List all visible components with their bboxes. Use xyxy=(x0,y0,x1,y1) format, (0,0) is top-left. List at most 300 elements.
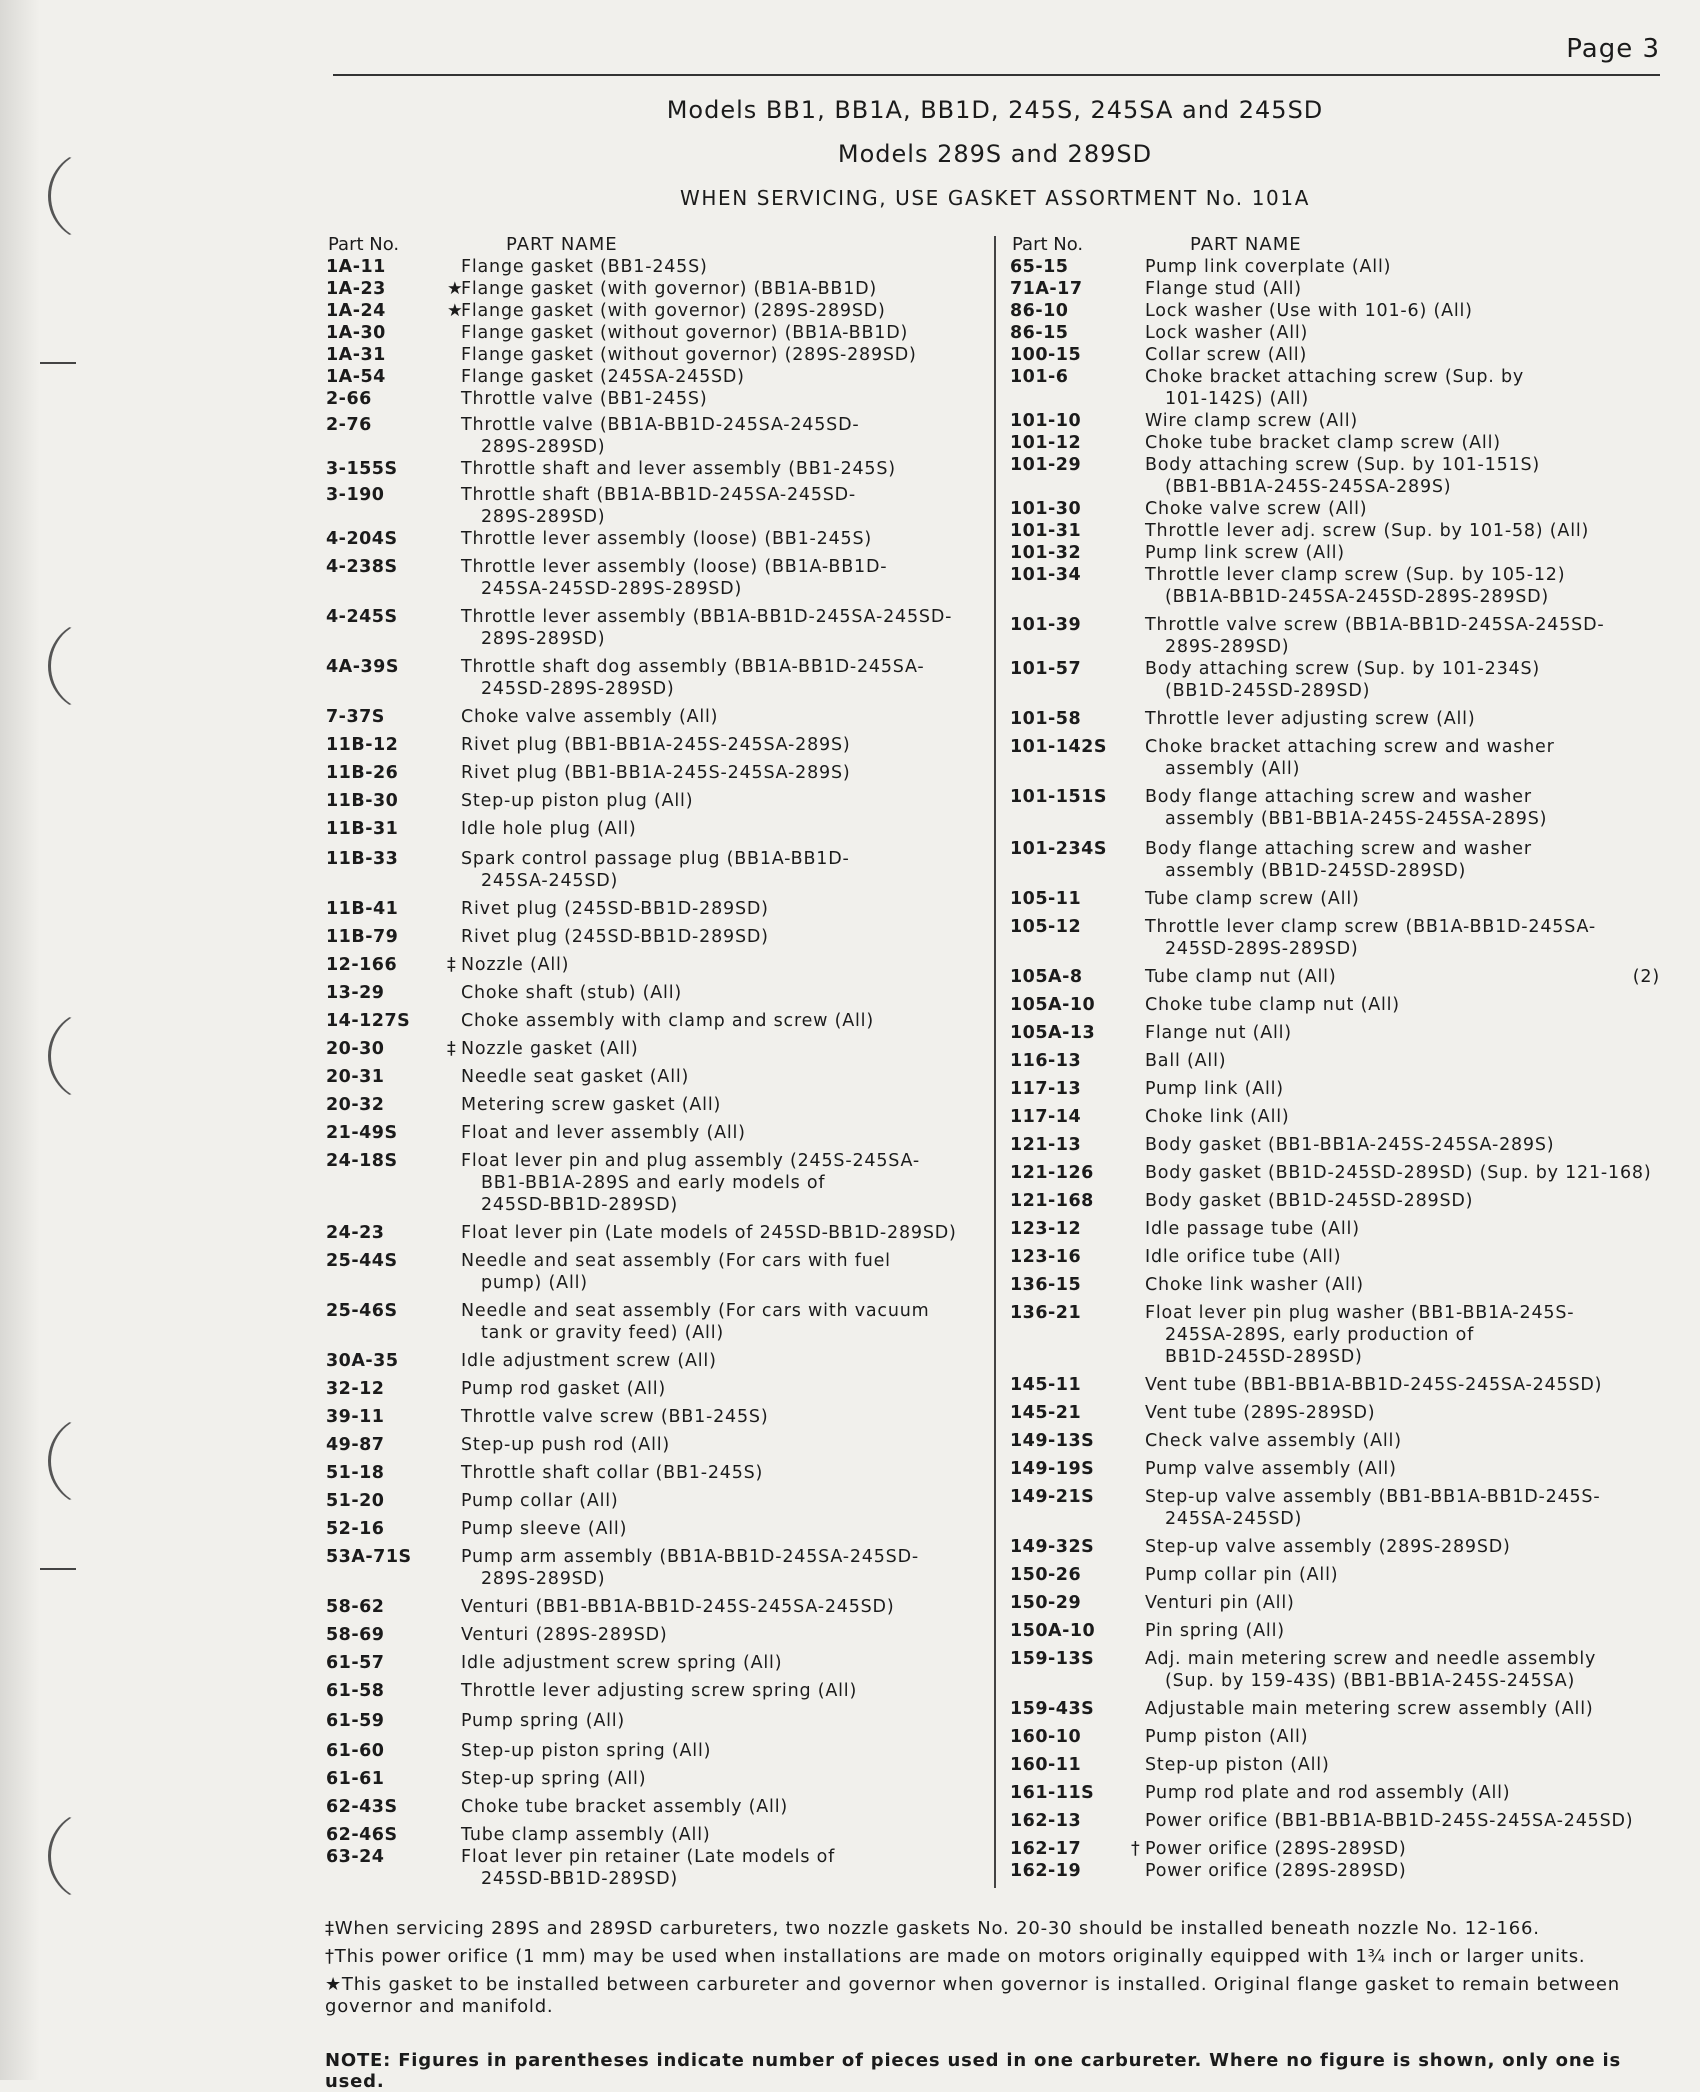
part-name xyxy=(461,366,986,388)
part-number: 101-10 xyxy=(1010,411,1082,431)
part-row xyxy=(326,388,986,410)
part-name-line: Throttle valve (BB1-245S) xyxy=(461,389,708,409)
part-name xyxy=(1145,256,1660,278)
part-row xyxy=(326,278,986,300)
part-name xyxy=(1145,1486,1660,1530)
part-row xyxy=(326,256,986,278)
part-row xyxy=(1010,708,1660,730)
part-number: 24-23 xyxy=(326,1223,385,1243)
part-number: 71A-17 xyxy=(1010,279,1083,299)
footnote-marker: ★ xyxy=(447,301,464,321)
part-number: 51-20 xyxy=(326,1491,385,1511)
part-name xyxy=(1145,736,1660,780)
part-name-line: Rivet plug (BB1-BB1A-245S-245SA-289S) xyxy=(461,763,851,783)
part-name-line: Vent tube (BB1-BB1A-BB1D-245S-245SA-245SD) xyxy=(1145,1375,1603,1395)
part-row xyxy=(326,1222,986,1244)
part-row xyxy=(1010,1860,1660,1882)
part-name-line: assembly (BB1-BB1A-245S-245SA-289S) xyxy=(1165,809,1548,829)
part-row xyxy=(326,1824,986,1846)
part-row xyxy=(326,1490,986,1512)
part-number: 101-29 xyxy=(1010,455,1082,475)
part-row xyxy=(1010,1648,1660,1692)
part-number: 39-11 xyxy=(326,1407,385,1427)
part-name xyxy=(461,414,986,458)
part-number: 49-87 xyxy=(326,1435,385,1455)
part-row xyxy=(1010,322,1660,344)
part-row xyxy=(1010,1458,1660,1480)
part-number: 65-15 xyxy=(1010,257,1069,277)
part-row xyxy=(326,606,986,650)
part-name-line: Throttle valve screw (BB1-245S) xyxy=(461,1407,769,1427)
part-number: 101-151S xyxy=(1010,787,1107,807)
part-row xyxy=(326,1434,986,1456)
part-name-line: Throttle lever assembly (BB1A-BB1D-245SA-245SD- xyxy=(461,607,953,627)
part-name xyxy=(1145,1302,1660,1368)
part-name xyxy=(461,1406,986,1428)
part-number: 62-46S xyxy=(326,1825,398,1845)
part-name xyxy=(1145,1726,1660,1748)
part-row xyxy=(326,898,986,920)
part-name-line: Flange gasket (BB1-245S) xyxy=(461,257,708,277)
part-row xyxy=(1010,888,1660,910)
part-row xyxy=(1010,1486,1660,1530)
part-name-line: Tube clamp nut (All) xyxy=(1145,967,1337,987)
part-row xyxy=(326,1546,986,1590)
part-name-line: assembly (All) xyxy=(1165,759,1301,779)
part-number: 117-14 xyxy=(1010,1107,1082,1127)
part-row xyxy=(1010,1134,1660,1156)
part-name-line: Power orifice (289S-289SD) xyxy=(1145,1861,1407,1881)
part-name xyxy=(1145,1430,1660,1452)
part-name xyxy=(461,556,986,600)
part-row xyxy=(1010,1106,1660,1128)
part-name xyxy=(1145,994,1660,1016)
part-name xyxy=(461,1490,986,1512)
part-name-line: Body flange attaching screw and washer xyxy=(1145,787,1532,807)
part-row xyxy=(326,1406,986,1428)
footnote-marker: ‡ xyxy=(447,955,457,975)
part-name xyxy=(461,1462,986,1484)
part-number: 150-26 xyxy=(1010,1565,1082,1585)
part-name-line: 289S-289SD) xyxy=(481,437,606,457)
part-row xyxy=(326,344,986,366)
part-name-line: 245SD-BB1D-289SD) xyxy=(481,1869,679,1889)
part-name xyxy=(1145,432,1660,454)
part-name xyxy=(461,848,986,892)
part-name-line: Step-up piston (All) xyxy=(1145,1755,1330,1775)
part-name-line: Float and lever assembly (All) xyxy=(461,1123,746,1143)
part-number: 2-66 xyxy=(326,389,372,409)
part-name xyxy=(461,1624,986,1646)
part-name-line: (Sup. by 159-43S) (BB1-BB1A-245S-245SA) xyxy=(1165,1671,1576,1691)
part-row xyxy=(1010,1754,1660,1776)
part-name-line: Lock washer (Use with 101-6) (All) xyxy=(1145,301,1473,321)
part-number: 105A-8 xyxy=(1010,967,1083,987)
part-name-line: Choke valve screw (All) xyxy=(1145,499,1368,519)
part-name xyxy=(1145,1190,1660,1212)
part-name-line: Throttle lever adjusting screw (All) xyxy=(1145,709,1476,729)
part-row xyxy=(1010,278,1660,300)
part-name-line: Body gasket (BB1D-245SD-289SD) (Sup. by 121-168) xyxy=(1145,1163,1652,1183)
part-row xyxy=(1010,498,1660,520)
part-name-line: Choke tube bracket clamp screw (All) xyxy=(1145,433,1501,453)
part-name xyxy=(461,1596,986,1618)
part-number: 12-166 xyxy=(326,955,398,975)
part-name-line: 245SA-245SD) xyxy=(1165,1509,1303,1529)
footnote-star: ★This gasket to be installed between carbureter and governor when governor is installed. Original flange gasket to remain between governor and manifold. xyxy=(325,1974,1620,2017)
part-name-line: Step-up valve assembly (BB1-BB1A-BB1D-245S- xyxy=(1145,1487,1601,1507)
part-name-line: Wire clamp screw (All) xyxy=(1145,411,1358,431)
part-name-line: Pump collar (All) xyxy=(461,1491,619,1511)
part-name-line: BB1D-245SD-289SD) xyxy=(1165,1347,1363,1367)
part-name-line: Nozzle (All) xyxy=(461,955,570,975)
part-number: 25-46S xyxy=(326,1301,398,1321)
part-row xyxy=(1010,1810,1660,1832)
part-name xyxy=(461,982,986,1004)
part-name-line: Choke link (All) xyxy=(1145,1107,1290,1127)
part-row xyxy=(326,1768,986,1790)
part-row xyxy=(326,1740,986,1762)
part-number: 101-34 xyxy=(1010,565,1082,585)
part-name xyxy=(461,1010,986,1032)
part-name xyxy=(447,954,986,976)
part-name xyxy=(461,1518,986,1540)
part-number: 21-49S xyxy=(326,1123,398,1143)
header-rule xyxy=(333,74,1660,76)
part-row xyxy=(326,1378,986,1400)
part-row xyxy=(326,1066,986,1088)
part-name-line: Idle passage tube (All) xyxy=(1145,1219,1360,1239)
column-divider xyxy=(994,236,996,1888)
part-name xyxy=(1145,1134,1660,1156)
part-name-line: Float lever pin retainer (Late models of xyxy=(461,1847,836,1867)
part-number: 101-30 xyxy=(1010,499,1082,519)
part-row xyxy=(1010,1564,1660,1586)
part-name-line: Needle seat gasket (All) xyxy=(461,1067,690,1087)
part-name-line: Throttle lever clamp screw (Sup. by 105-12) xyxy=(1145,565,1566,585)
part-name-line: Needle and seat assembly (For cars with fuel xyxy=(461,1251,891,1271)
part-name xyxy=(461,1434,986,1456)
part-name xyxy=(1145,1162,1660,1184)
part-name-line: Choke bracket attaching screw and washer xyxy=(1145,737,1555,757)
binder-hole xyxy=(48,1010,121,1102)
part-name xyxy=(1145,658,1660,702)
part-row xyxy=(1010,736,1660,780)
footnote-marker: ‡ xyxy=(447,1039,457,1059)
part-row xyxy=(1010,658,1660,702)
part-name xyxy=(461,1680,986,1702)
part-number: 11B-33 xyxy=(326,849,399,869)
part-number: 20-32 xyxy=(326,1095,385,1115)
part-name xyxy=(1145,1860,1660,1882)
part-row xyxy=(326,414,986,458)
part-name-line: Choke valve assembly (All) xyxy=(461,707,719,727)
part-name-line: Flange gasket (without governor) (BB1A-BB1D) xyxy=(461,323,909,343)
parts-list-right xyxy=(1010,232,1660,1882)
part-name xyxy=(461,484,986,528)
part-name-line: Power orifice (BB1-BB1A-BB1D-245S-245SA-245SD) xyxy=(1145,1811,1634,1831)
part-number: 24-18S xyxy=(326,1151,398,1171)
part-row xyxy=(1010,344,1660,366)
part-number: 61-58 xyxy=(326,1681,385,1701)
part-name-line: Float lever pin plug washer (BB1-BB1A-245S- xyxy=(1145,1303,1575,1323)
part-name-line: 245SD-289S-289SD) xyxy=(1165,939,1359,959)
part-row xyxy=(1010,1620,1660,1642)
part-number: 105A-10 xyxy=(1010,995,1096,1015)
part-number: 150-29 xyxy=(1010,1593,1082,1613)
part-number: 58-69 xyxy=(326,1625,385,1645)
part-number: 105A-13 xyxy=(1010,1023,1096,1043)
part-name-line: Pump valve assembly (All) xyxy=(1145,1459,1397,1479)
part-number: 101-58 xyxy=(1010,709,1082,729)
binder-hole xyxy=(48,1810,121,1902)
part-row xyxy=(326,1652,986,1674)
part-name xyxy=(461,1846,986,1890)
part-row xyxy=(326,1350,986,1372)
part-name xyxy=(461,256,986,278)
part-row xyxy=(1010,1050,1660,1072)
page-number: Page 3 xyxy=(1566,34,1660,64)
part-name-line: Choke assembly with clamp and screw (All) xyxy=(461,1011,874,1031)
part-row xyxy=(326,762,986,784)
part-name xyxy=(461,1150,986,1216)
part-number: 121-126 xyxy=(1010,1163,1094,1183)
part-row xyxy=(1010,1078,1660,1100)
part-number: 86-10 xyxy=(1010,301,1069,321)
part-name xyxy=(461,1740,986,1762)
part-number: 160-11 xyxy=(1010,1755,1082,1775)
part-name-line: Step-up piston spring (All) xyxy=(461,1741,712,1761)
part-name-line: Rivet plug (245SD-BB1D-289SD) xyxy=(461,899,769,919)
part-name xyxy=(461,706,986,728)
part-name-line: Throttle lever adj. screw (Sup. by 101-58) (All) xyxy=(1145,521,1590,541)
part-number: 136-21 xyxy=(1010,1303,1082,1323)
part-row xyxy=(1010,1274,1660,1296)
part-row xyxy=(1010,916,1660,960)
part-name-line: Flange gasket (245SA-245SD) xyxy=(461,367,745,387)
part-name-line: Pump link screw (All) xyxy=(1145,543,1345,563)
part-name xyxy=(1145,1536,1660,1558)
part-row xyxy=(326,300,986,322)
part-number: 7-37S xyxy=(326,707,385,727)
part-name-line: Idle orifice tube (All) xyxy=(1145,1247,1342,1267)
part-name-header: PART NAME xyxy=(1190,234,1302,255)
part-name xyxy=(1145,1458,1660,1480)
part-name-line: 289S-289SD) xyxy=(1165,637,1290,657)
part-name-line: Choke tube clamp nut (All) xyxy=(1145,995,1400,1015)
part-name-line: Tube clamp assembly (All) xyxy=(461,1825,711,1845)
part-name-line: Pin spring (All) xyxy=(1145,1621,1285,1641)
part-name xyxy=(1145,1754,1660,1776)
part-number: 136-15 xyxy=(1010,1275,1082,1295)
part-number: 11B-26 xyxy=(326,763,399,783)
part-name xyxy=(461,1122,986,1144)
part-name-line: Float lever pin (Late models of 245SD-BB1D-289SD) xyxy=(461,1223,957,1243)
part-name xyxy=(1145,1620,1660,1642)
part-row xyxy=(326,1796,986,1818)
part-name-line: 289S-289SD) xyxy=(481,507,606,527)
part-name-line: Idle hole plug (All) xyxy=(461,819,637,839)
part-name xyxy=(1145,1218,1660,1240)
part-row xyxy=(326,1624,986,1646)
part-row xyxy=(1010,614,1660,658)
binder-mark xyxy=(40,362,76,364)
part-number: 4-245S xyxy=(326,607,398,627)
part-name-line: Rivet plug (BB1-BB1A-245S-245SA-289S) xyxy=(461,735,851,755)
parts-rows xyxy=(1010,256,1660,1882)
part-number: 149-21S xyxy=(1010,1487,1095,1507)
quantity-note: NOTE: Figures in parentheses indicate number of pieces used in one carbureter. Where no figure is shown, only one is used. xyxy=(325,2050,1621,2092)
part-name-line: Step-up piston plug (All) xyxy=(461,791,694,811)
part-name-line: Flange nut (All) xyxy=(1145,1023,1292,1043)
part-number: 145-21 xyxy=(1010,1403,1082,1423)
part-name xyxy=(1145,454,1660,498)
part-name-line: Vent tube (289S-289SD) xyxy=(1145,1403,1376,1423)
part-name-line: Idle adjustment screw (All) xyxy=(461,1351,717,1371)
part-number: 4A-39S xyxy=(326,657,399,677)
part-row xyxy=(326,556,986,600)
part-number: 20-31 xyxy=(326,1067,385,1087)
part-row xyxy=(326,1462,986,1484)
page-title: Models BB1, BB1A, BB1D, 245S, 245SA and 245SD xyxy=(666,96,1324,124)
part-name xyxy=(461,1710,986,1732)
part-row xyxy=(326,734,986,756)
part-number: 2-76 xyxy=(326,415,372,435)
part-row xyxy=(1010,1162,1660,1184)
part-name xyxy=(1145,1648,1660,1692)
footnote-marker: † xyxy=(1131,1839,1141,1859)
part-name-line: Rivet plug (245SD-BB1D-289SD) xyxy=(461,927,769,947)
quantity: (2) xyxy=(1632,967,1660,987)
part-name-line: (BB1-BB1A-245S-245SA-289S) xyxy=(1165,477,1452,497)
part-name-line: Throttle valve (BB1A-BB1D-245SA-245SD- xyxy=(461,415,860,435)
part-number: 123-12 xyxy=(1010,1219,1082,1239)
part-row xyxy=(1010,1402,1660,1424)
part-name-line: assembly (BB1D-245SD-289SD) xyxy=(1165,861,1467,881)
part-no-header: Part No. xyxy=(328,234,400,255)
part-name xyxy=(1145,1022,1660,1044)
part-row xyxy=(326,1094,986,1116)
part-row xyxy=(1010,256,1660,278)
part-number: 1A-54 xyxy=(326,367,386,387)
part-row xyxy=(326,790,986,812)
part-number: 25-44S xyxy=(326,1251,398,1271)
part-name xyxy=(1145,1564,1660,1586)
part-number: 61-57 xyxy=(326,1653,385,1673)
part-name-line: Step-up push rod (All) xyxy=(461,1435,671,1455)
part-name-line: Collar screw (All) xyxy=(1145,345,1308,365)
part-name-line: Pump rod plate and rod assembly (All) xyxy=(1145,1783,1511,1803)
part-number: 150A-10 xyxy=(1010,1621,1096,1641)
part-name-line: 245SA-289S, early production of xyxy=(1165,1325,1475,1345)
part-name-line: Flange gasket (without governor) (289S-289SD) xyxy=(461,345,917,365)
part-number: 101-6 xyxy=(1010,367,1069,387)
part-name-line: Tube clamp screw (All) xyxy=(1145,889,1360,909)
part-name xyxy=(1145,1106,1660,1128)
part-number: 160-10 xyxy=(1010,1727,1082,1747)
part-row xyxy=(326,484,986,528)
part-name xyxy=(1145,366,1660,410)
part-number: 149-32S xyxy=(1010,1537,1095,1557)
part-row xyxy=(326,322,986,344)
part-number: 101-142S xyxy=(1010,737,1107,757)
part-name-line: Body flange attaching screw and washer xyxy=(1145,839,1532,859)
part-number: 162-13 xyxy=(1010,1811,1082,1831)
part-row xyxy=(326,1518,986,1540)
part-name-line: Nozzle gasket (All) xyxy=(461,1039,639,1059)
part-name-line: Pump link coverplate (All) xyxy=(1145,257,1392,277)
part-name-line: Throttle valve screw (BB1A-BB1D-245SA-245SD- xyxy=(1145,615,1605,635)
part-number: 101-31 xyxy=(1010,521,1082,541)
part-name-line: Flange stud (All) xyxy=(1145,279,1302,299)
part-number: 101-234S xyxy=(1010,839,1107,859)
part-number: 4-204S xyxy=(326,529,398,549)
part-row xyxy=(326,458,986,480)
part-number: 51-18 xyxy=(326,1463,385,1483)
part-number: 32-12 xyxy=(326,1379,385,1399)
part-name-line: Power orifice (289S-289SD) xyxy=(1145,1839,1407,1859)
part-name-line: Throttle shaft and lever assembly (BB1-245S) xyxy=(461,459,896,479)
part-name xyxy=(1145,1810,1660,1832)
footnote-double-dagger: ‡When servicing 289S and 289SD carbureters, two nozzle gaskets No. 20-30 should be installed beneath nozzle No. 12-166. xyxy=(325,1918,1540,1939)
part-name-line: Flange gasket (with governor) (BB1A-BB1D) xyxy=(461,279,878,299)
part-number: 61-59 xyxy=(326,1711,385,1731)
part-name-line: Body gasket (BB1-BB1A-245S-245SA-289S) xyxy=(1145,1135,1555,1155)
part-name xyxy=(461,1066,986,1088)
part-row xyxy=(1010,432,1660,454)
part-name xyxy=(1145,1592,1660,1614)
part-name xyxy=(461,528,986,550)
part-number: 101-39 xyxy=(1010,615,1082,635)
part-number: 149-19S xyxy=(1010,1459,1095,1479)
footnote-dagger: †This power orifice (1 mm) may be used when installations are made on motors originally equipped with 1¾ inch or larger units. xyxy=(325,1946,1586,1967)
binder-mark xyxy=(40,1568,76,1570)
part-number: 121-168 xyxy=(1010,1191,1094,1211)
part-row xyxy=(1010,1022,1660,1044)
part-row xyxy=(326,1122,986,1144)
part-name xyxy=(1145,1246,1660,1268)
part-name xyxy=(1145,344,1660,366)
part-name-line: 245SD-289S-289SD) xyxy=(481,679,675,699)
part-name xyxy=(461,1350,986,1372)
part-row xyxy=(326,1010,986,1032)
part-name-line: 101-142S) (All) xyxy=(1165,389,1309,409)
part-name-line: 289S-289SD) xyxy=(481,1569,606,1589)
part-name xyxy=(447,278,986,300)
part-name xyxy=(447,300,986,322)
part-row xyxy=(326,706,986,728)
part-name xyxy=(461,656,986,700)
part-name-line: Throttle lever adjusting screw spring (All) xyxy=(461,1681,858,1701)
page-subtitle: Models 289S and 289SD xyxy=(837,140,1153,168)
part-number: 11B-41 xyxy=(326,899,399,919)
part-row xyxy=(1010,410,1660,432)
part-name xyxy=(1145,1374,1660,1396)
part-row xyxy=(1010,542,1660,564)
part-row xyxy=(1010,838,1660,882)
part-name-line: (BB1D-245SD-289SD) xyxy=(1165,681,1371,701)
part-name xyxy=(461,1546,986,1590)
part-name xyxy=(461,898,986,920)
part-name-line: Lock washer (All) xyxy=(1145,323,1309,343)
part-row xyxy=(326,1038,986,1060)
part-name-line: Body gasket (BB1D-245SD-289SD) xyxy=(1145,1191,1474,1211)
part-name-line: Flange gasket (with governor) (289S-289SD) xyxy=(461,301,886,321)
part-name-line: Venturi (289S-289SD) xyxy=(461,1625,668,1645)
part-name xyxy=(1145,1402,1660,1424)
part-number: 1A-30 xyxy=(326,323,386,343)
part-row xyxy=(1010,1536,1660,1558)
